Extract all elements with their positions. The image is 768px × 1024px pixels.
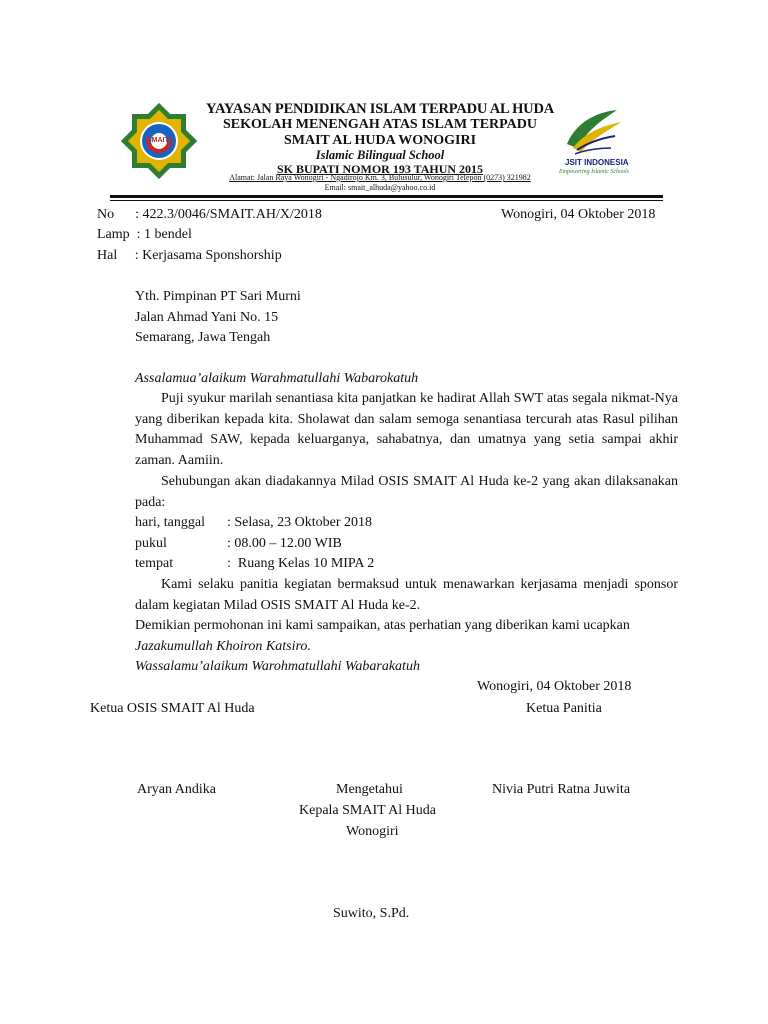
right-signatory-title: Ketua Panitia	[526, 701, 602, 716]
left-signatory-name: Aryan Andika	[137, 782, 216, 797]
principal-name: Suwito, S.Pd.	[333, 906, 410, 921]
principal-location: Wonogiri	[346, 824, 399, 839]
paragraph-praise-text: Puji syukur marilah senantiasa kita panjatkan ke hadirat Allah SWT atas segala nikmat-Nya yang diberikan kepada kita. Sholawat dan salam semoga senantiasa tercurah atas Rasul pilihan Muhammad SAW, kepada keluarganya, sahabatnya, dan umatnya yang setia sampai akhir zaman. Aamiin.	[135, 391, 678, 468]
paragraph-event-intro-text: Sehubungan akan diadakannya Milad OSIS SMAIT Al Huda ke-2 yang akan dilaksanakan pada:	[135, 474, 678, 510]
recipient-line: Semarang, Jawa Tengah	[135, 330, 271, 345]
paragraph-closing	[135, 616, 678, 657]
paragraph-offer	[135, 575, 678, 616]
paragraph-closing-text: Demikian permohonan ini kami sampaikan, atas perhatian yang diberikan kami ucapkan	[135, 618, 630, 633]
letterhead-divider-thick	[110, 195, 663, 198]
left-signatory-title: Ketua OSIS SMAIT Al Huda	[90, 701, 255, 716]
event-value: : Selasa, 23 Oktober 2018	[227, 515, 373, 530]
signature-date: Wonogiri, 04 Oktober 2018	[477, 679, 632, 694]
event-value: : 08.00 – 12.00 WIB	[227, 536, 342, 551]
paragraph-closing-italic: Jazakumullah Khoiron Katsiro.	[135, 638, 311, 654]
school-logo-text: SMAIT	[147, 137, 169, 144]
letter-subject: Hal : Kerjasama Sponshorship	[97, 248, 282, 263]
school-level: SEKOLAH MENENGAH ATAS ISLAM TERPADU	[222, 117, 537, 132]
opening-greeting: Assalamua’alaikum Warahmatullahi Wabarokatuh	[135, 371, 419, 386]
acknowledgement-label: Mengetahui	[336, 782, 403, 797]
event-label: hari, tanggal	[135, 515, 205, 530]
letter-date-top: Wonogiri, 04 Oktober 2018	[501, 207, 656, 222]
recipient-line: Jalan Ahmad Yani No. 15	[135, 310, 279, 325]
school-email: Email: smait_alhuda@yahoo.co.id	[324, 183, 436, 192]
school-name: SMAIT AL HUDA WONOGIRI	[283, 133, 477, 148]
recipient-line: Yth. Pimpinan PT Sari Murni	[135, 289, 301, 304]
paragraph-event-intro	[135, 472, 678, 513]
paragraph-offer-text: Kami selaku panitia kegiatan bermaksud untuk menawarkan kerjasama menjadi sponsor dalam kegiatan Milad OSIS SMAIT Al Huda ke-2.	[135, 577, 678, 613]
jsit-logo-tagline: Empowering Islamic Schools	[559, 169, 629, 175]
letter-number: No : 422.3/0046/SMAIT.AH/X/2018	[97, 207, 322, 222]
event-label: tempat	[135, 556, 174, 571]
school-motto: Islamic Bilingual School	[315, 148, 445, 162]
principal-title: Kepala SMAIT Al Huda	[299, 803, 436, 818]
decree-number: SK BUPATI NOMOR 193 TAHUN 2015	[276, 162, 484, 176]
paragraph-praise	[135, 389, 678, 471]
jsit-logo	[555, 104, 635, 184]
letterhead-divider-thin	[110, 200, 663, 201]
event-label: pukul	[135, 536, 167, 551]
closing-greeting: Wassalamu’alaikum Warohmatullahi Wabarakatuh	[135, 659, 420, 674]
event-value: : Ruang Kelas 10 MIPA 2	[227, 556, 375, 571]
letter-attachment: Lamp : 1 bendel	[97, 227, 192, 242]
school-address: Alamat: Jalan Raya Wonogiri - Ngadirojo Km. 3, Bulusulur, Wonogiri Telepon (0273) 321982	[229, 173, 531, 182]
jsit-logo-text: JSIT INDONESIA	[565, 158, 629, 167]
right-signatory-name: Nivia Putri Ratna Juwita	[492, 782, 631, 797]
foundation-name: YAYASAN PENDIDIKAN ISLAM TERPADU AL HUDA	[206, 101, 554, 117]
